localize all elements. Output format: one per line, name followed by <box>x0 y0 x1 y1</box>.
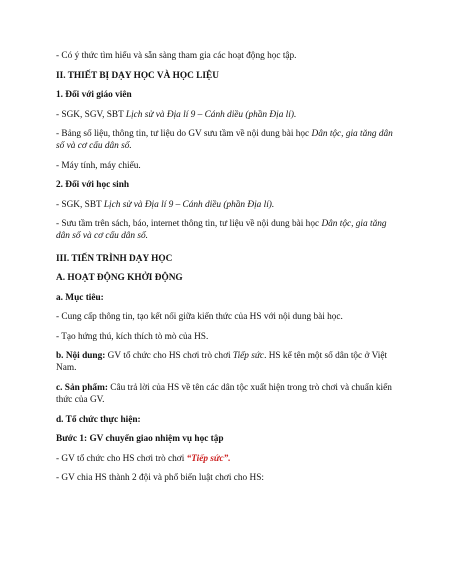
label-product: c. Sản phẩm: <box>56 382 108 393</box>
text-run: . HS kể tên một số dân tộc ở Việt Nam. <box>56 351 388 374</box>
paragraph-teacher-books <box>56 109 394 121</box>
paragraph-teams: - GV chia HS thành 2 đội và phổ biến luật chơi cho HS: <box>56 473 264 484</box>
paragraph-content <box>56 350 394 374</box>
paragraph-attitude: - Có ý thức tìm hiểu và sẵn sàng tham gia các hoạt động học tập. <box>56 51 297 61</box>
text-run: - SGK, SBT <box>56 199 104 210</box>
text-run: - SGK, SGV, SBT <box>56 109 126 120</box>
label-content: b. Nội dung: <box>56 351 106 362</box>
text-run: - Bảng số liệu, thông tin, tư liệu do GV sưu tầm về nội dung bài học <box>56 129 312 139</box>
heading-objectives: a. Mục tiêu: <box>56 292 104 303</box>
italic-book-title: Lịch sử và Địa lí 9 – Cánh diều (phần Địa lí). <box>103 199 275 210</box>
subheading-teacher: 1. Đối với giáo viên <box>56 90 132 100</box>
italic-lesson-title: Dân tộc, gia tăng dân số và cơ cấu dân số. <box>56 129 393 152</box>
italic-book-title: Lịch sử và Địa lí 9 – Cánh diều (phần Địa lí). <box>125 109 297 120</box>
heading-warmup-activity: A. HOẠT ĐỘNG KHỞI ĐỘNG <box>56 273 183 284</box>
italic-lesson-title: Dân tộc, gia tăng dân số và cơ cấu dân số. <box>56 219 387 242</box>
subheading-student: 2. Đối với học sinh <box>56 180 130 191</box>
text-run: - Sưu tầm trên sách, báo, internet thông tin, tư liệu về nội dung bài học <box>56 219 322 230</box>
paragraph-objective-2: - Tạo hứng thú, kích thích tò mò của HS. <box>56 331 209 342</box>
italic-game-name: Tiếp sức <box>232 351 265 362</box>
paragraph-game-intro <box>56 453 394 465</box>
paragraph-student-research <box>56 218 394 242</box>
section-heading-equipment: II. THIẾT BỊ DẠY HỌC VÀ HỌC LIỆU <box>56 70 219 81</box>
text-run: Câu trả lời của HS về tên các dân tộc xuất hiện trong trò chơi và chuẩn kiến thức của GV. <box>56 382 392 406</box>
paragraph-objective-1: - Cung cấp thông tin, tạo kết nối giữa kiến thức của HS với nội dung bài học. <box>56 312 343 323</box>
heading-step-1: Bước 1: GV chuyển giao nhiệm vụ học tập <box>56 434 224 445</box>
section-heading-process: III. TIẾN TRÌNH DẠY HỌC <box>56 253 173 264</box>
heading-organization: d. Tổ chức thực hiện: <box>56 414 141 425</box>
paragraph-product <box>56 382 394 406</box>
paragraph-student-books <box>56 199 394 211</box>
text-run: - GV tổ chức cho HS chơi trò chơi <box>56 453 187 464</box>
paragraph-teacher-materials <box>56 128 394 152</box>
text-run: GV tổ chức cho HS chơi trò chơi <box>105 351 233 362</box>
paragraph-devices: - Máy tính, máy chiếu. <box>56 160 141 171</box>
highlighted-game-name: “Tiếp sức”. <box>186 453 231 464</box>
